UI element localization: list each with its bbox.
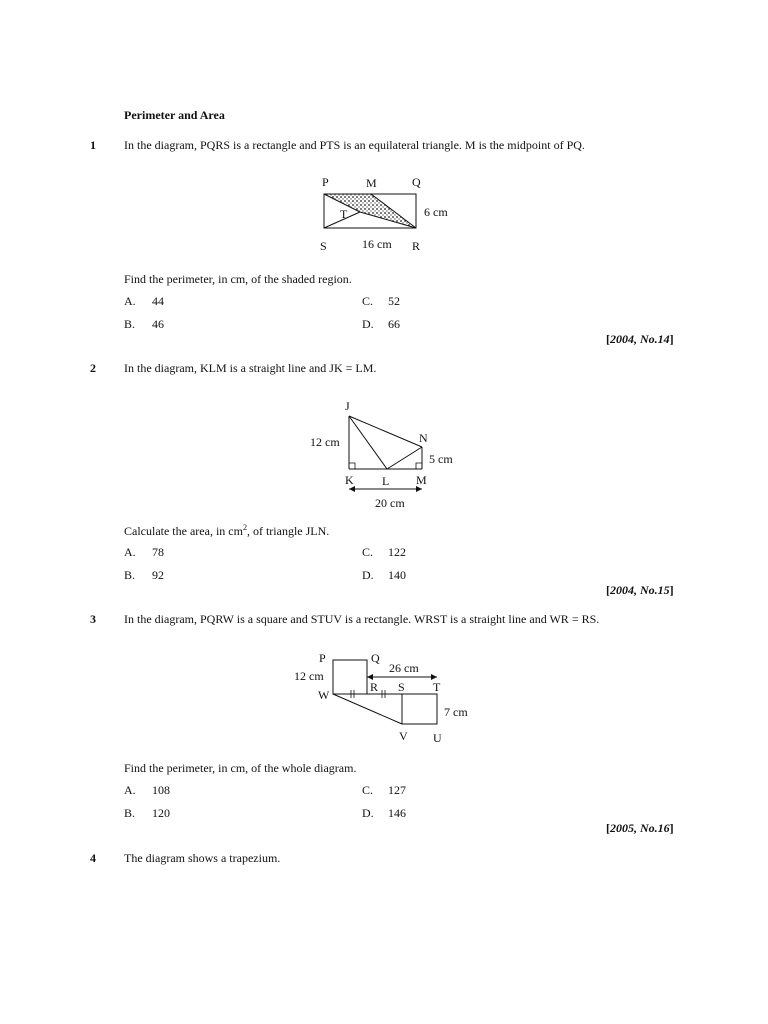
label-q: Q bbox=[371, 651, 380, 665]
option-2c[interactable]: C. 122 bbox=[362, 545, 406, 559]
question-number-4: 4 bbox=[90, 851, 96, 865]
label-p: P bbox=[319, 651, 326, 665]
option-1c[interactable]: C. 52 bbox=[362, 294, 400, 308]
option-1a[interactable]: A. 44 bbox=[124, 294, 164, 308]
label-26cm: 26 cm bbox=[389, 661, 419, 675]
option-3c[interactable]: C. 127 bbox=[362, 783, 406, 797]
question-text-1: In the diagram, PQRS is a rectangle and PTS is an equilateral triangle. M is the midpoint of PQ. bbox=[124, 138, 585, 152]
option-1b[interactable]: B. 46 bbox=[124, 317, 164, 331]
diagram-triangle-jln bbox=[305, 392, 465, 514]
label-7cm: 7 cm bbox=[444, 705, 468, 719]
label-r: R bbox=[412, 239, 421, 253]
option-3d[interactable]: D. 146 bbox=[362, 806, 406, 820]
label-l: L bbox=[382, 474, 390, 488]
option-3b[interactable]: B. 120 bbox=[124, 806, 170, 820]
label-w: W bbox=[318, 688, 330, 702]
label-t: T bbox=[340, 207, 348, 221]
label-k: K bbox=[345, 473, 354, 487]
label-12cm: 12 cm bbox=[310, 435, 340, 449]
question-number-1: 1 bbox=[90, 138, 96, 152]
label-6cm: 6 cm bbox=[424, 205, 448, 219]
question-source-3: [2005, No.16] bbox=[606, 821, 674, 835]
question-source-1: [2004, No.14] bbox=[606, 332, 674, 346]
option-2d[interactable]: D. 140 bbox=[362, 568, 406, 582]
label-s: S bbox=[320, 239, 327, 253]
label-16cm: 16 cm bbox=[362, 237, 392, 251]
label-v: V bbox=[399, 729, 408, 743]
question-text-3: In the diagram, PQRW is a square and STUV is a rectangle. WRST is a straight line and WR = RS. bbox=[124, 612, 600, 626]
label-m: M bbox=[366, 176, 377, 190]
label-p: P bbox=[322, 175, 329, 189]
page-title: Perimeter and Area bbox=[124, 108, 225, 122]
label-r: R bbox=[370, 680, 379, 694]
label-j: J bbox=[345, 399, 350, 413]
question-prompt-2: Calculate the area, in $cm^2$, of triangle JLN. bbox=[124, 523, 330, 538]
label-m: M bbox=[416, 473, 427, 487]
label-20cm: 20 cm bbox=[375, 496, 405, 510]
label-5cm: 5 cm bbox=[429, 452, 453, 466]
question-text-4: The diagram shows a trapezium. bbox=[124, 851, 281, 865]
question-prompt-1: Find the perimeter, in cm, of the shaded region. bbox=[124, 272, 352, 286]
shaded-region bbox=[324, 194, 416, 228]
option-2b[interactable]: B. 92 bbox=[124, 568, 164, 582]
label-q: Q bbox=[412, 175, 421, 189]
question-prompt-3: Find the perimeter, in cm, of the whole diagram. bbox=[124, 761, 357, 775]
label-u: U bbox=[433, 731, 442, 745]
option-2a[interactable]: A. 78 bbox=[124, 545, 164, 559]
question-number-3: 3 bbox=[90, 612, 96, 626]
label-t: T bbox=[433, 680, 441, 694]
question-source-2: [2004, No.15] bbox=[606, 583, 674, 597]
diagram-rectangle-pqrs bbox=[300, 168, 470, 258]
question-number-2: 2 bbox=[90, 361, 96, 375]
label-12cm: 12 cm bbox=[294, 669, 324, 683]
question-text-2: In the diagram, KLM is a straight line and JK = LM. bbox=[124, 361, 377, 375]
diagram-square-rectangle bbox=[285, 645, 485, 750]
option-3a[interactable]: A. 108 bbox=[124, 783, 170, 797]
label-n: N bbox=[419, 431, 428, 445]
option-1d[interactable]: D. 66 bbox=[362, 317, 400, 331]
label-s: S bbox=[398, 680, 405, 694]
